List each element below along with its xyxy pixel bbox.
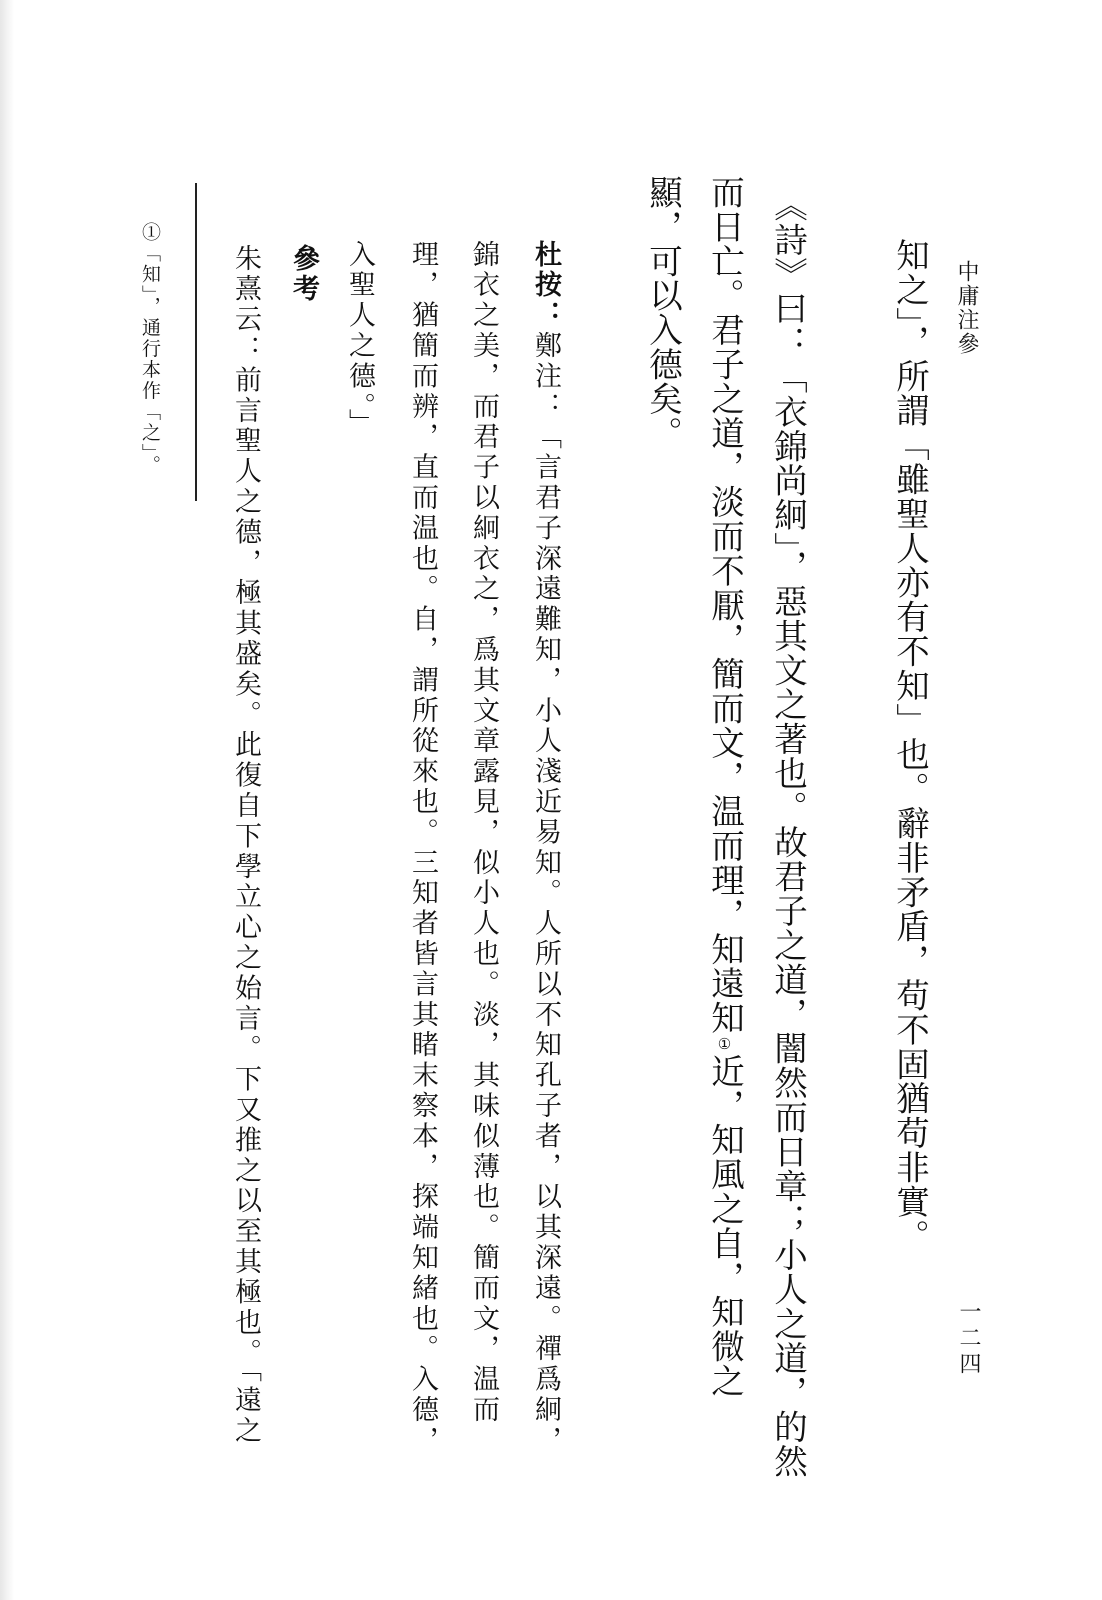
main-text-column-1: 知之」，所謂「雖聖人亦有不知」也。辭非矛盾，苟不固猶苟非實。 bbox=[890, 238, 930, 1254]
main-text-column-3-part-2: 近，知風之自，知微之 bbox=[705, 1053, 745, 1398]
commentary-column-3: 理，猶簡而辨，直而温也。自，謂所從來也。三知者皆言其睹末察本，探端知緒也。入德， bbox=[407, 240, 438, 1456]
running-title: 中庸注參 bbox=[954, 260, 979, 356]
footnote-divider bbox=[195, 183, 197, 501]
page-number: 一二四 bbox=[956, 1300, 981, 1378]
reference-column-1: 朱熹云：前言聖人之德，極其盛矣。此復自下學立心之始言。下又推之以至其極也。「遠之 bbox=[230, 244, 261, 1447]
commentary-text-1: 鄭注：「言君子深遠難知，小人淺近易知。人所以不知孔子者，以其深遠。禪爲絅， bbox=[530, 331, 561, 1457]
commentary-column-2: 錦衣之美，而君子以絅衣之，爲其文章露見，似小人也。淡，其味似薄也。簡而文，温而 bbox=[468, 240, 499, 1426]
main-text-column-3-part-1: 而日亡。君子之道，淡而不厭，簡而文，温而理，知遠知 bbox=[705, 175, 745, 1035]
reference-heading: 參考 bbox=[288, 244, 319, 305]
commentary-column-1 bbox=[532, 240, 559, 1456]
main-text-column-2: 《詩》曰：「衣錦尚絅」，惡其文之著也。故君子之道，闇然而日章；小人之道，的然 bbox=[768, 188, 808, 1479]
main-text-column-3 bbox=[705, 175, 745, 1398]
footnote-text: ①「知」，通行本作「之」。 bbox=[139, 222, 161, 476]
commentary-column-4: 入聖人之德。」 bbox=[344, 240, 375, 440]
footnote-marker: ① bbox=[715, 1035, 734, 1054]
main-text-column-4: 顯，可以入德矣。 bbox=[643, 175, 683, 451]
scan-edge bbox=[0, 0, 14, 1600]
commentary-label: 杜按： bbox=[530, 240, 561, 332]
